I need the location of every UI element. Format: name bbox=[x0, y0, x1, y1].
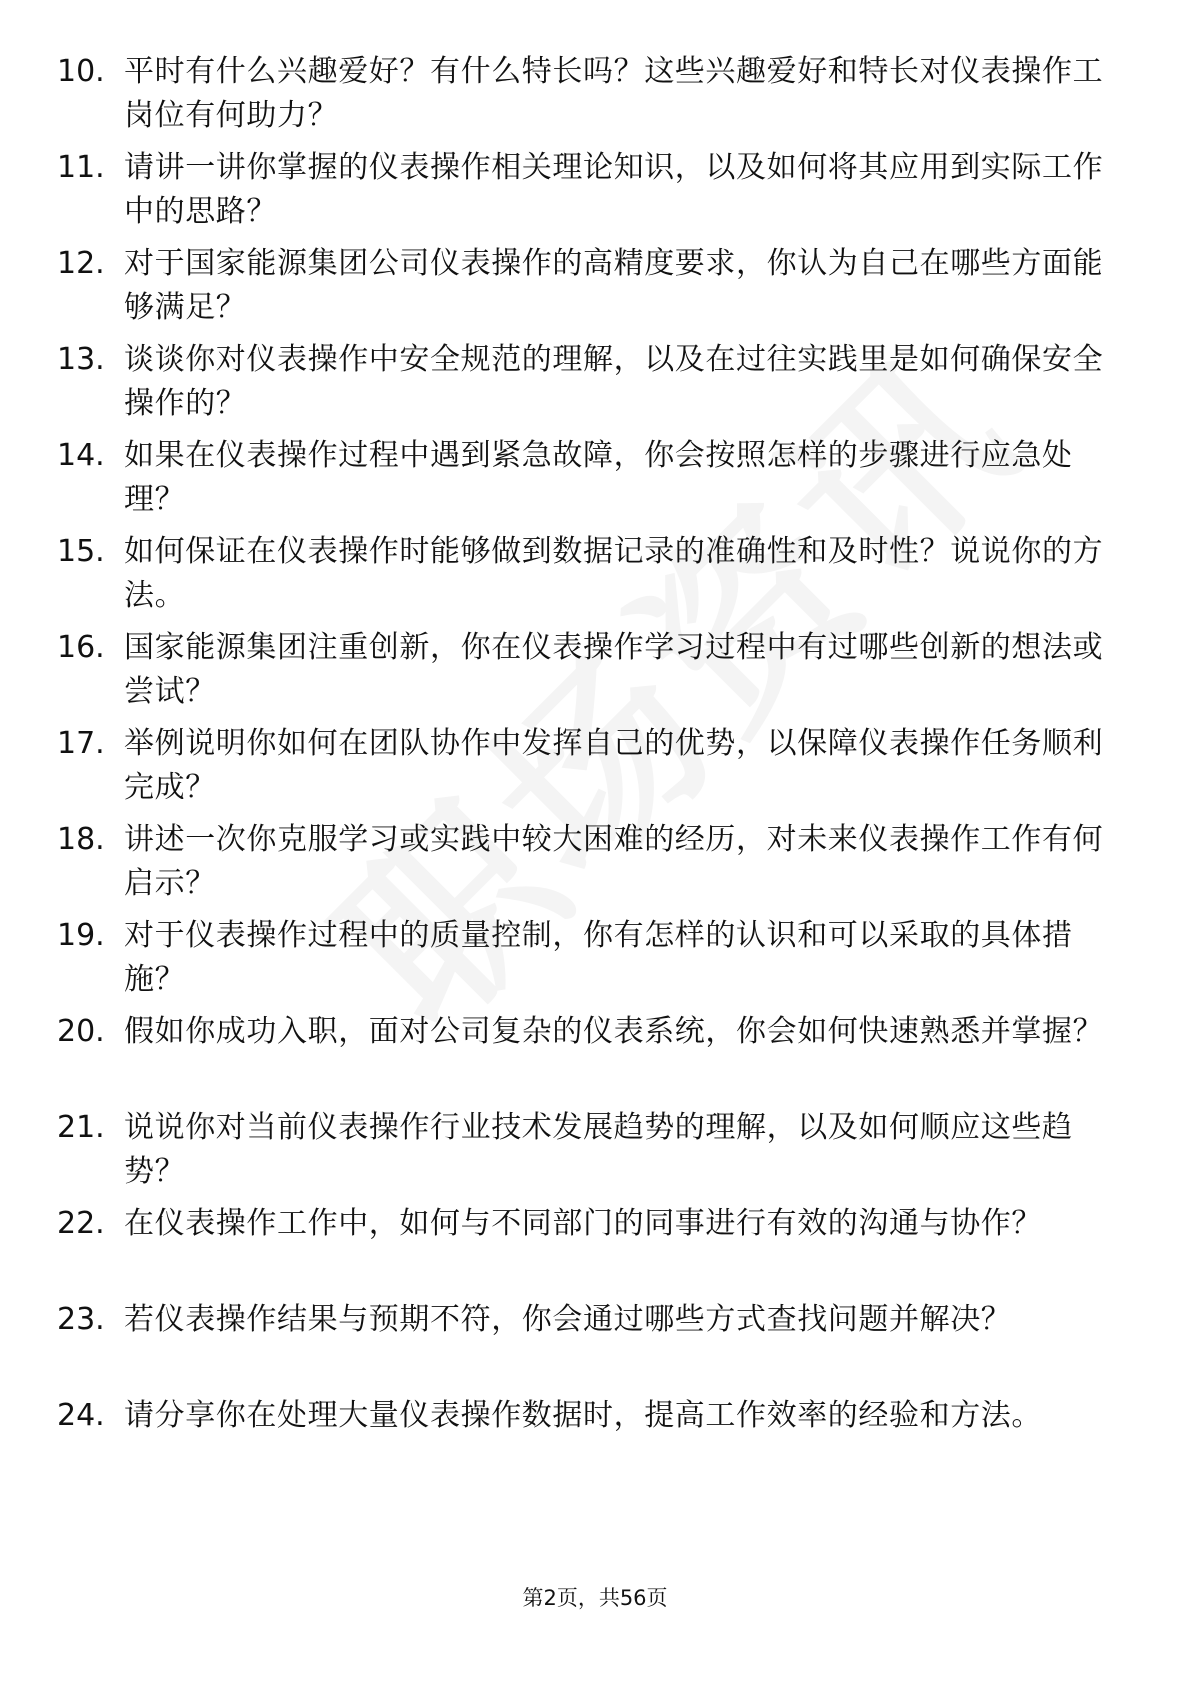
item-text: 请讲一讲你掌握的仪表操作相关理论知识，以及如何将其应用到实际工作中的思路？ bbox=[124, 150, 1104, 229]
item-number: 14. bbox=[57, 438, 105, 473]
item-number: 21. bbox=[57, 1110, 105, 1145]
item-text: 谈谈你对仪表操作中安全规范的理解，以及在过往实践里是如何确保安全操作的？ bbox=[124, 342, 1104, 421]
item-text: 请分享你在处理大量仪表操作数据时，提高工作效率的经验和方法。 bbox=[124, 1398, 1042, 1433]
item-number: 24. bbox=[57, 1398, 105, 1433]
list-item bbox=[0, 1202, 1190, 1298]
list-item bbox=[0, 818, 1190, 914]
item-text: 对于仪表操作过程中的质量控制，你有怎样的认识和可以采取的具体措施？ bbox=[124, 918, 1073, 997]
item-number: 18. bbox=[57, 822, 105, 857]
item-text: 举例说明你如何在团队协作中发挥自己的优势，以保障仪表操作任务顺利完成？ bbox=[124, 726, 1104, 805]
item-number: 22. bbox=[57, 1206, 105, 1241]
list-item bbox=[0, 1298, 1190, 1394]
list-item bbox=[0, 1394, 1190, 1490]
item-text: 平时有什么兴趣爱好？有什么特长吗？这些兴趣爱好和特长对仪表操作工岗位有何助力？ bbox=[124, 54, 1104, 133]
item-number: 15. bbox=[57, 534, 105, 569]
item-text: 如何保证在仪表操作时能够做到数据记录的准确性和及时性？说说你的方法。 bbox=[124, 534, 1104, 613]
item-number: 20. bbox=[57, 1014, 105, 1049]
item-text: 如果在仪表操作过程中遇到紧急故障，你会按照怎样的步骤进行应急处理？ bbox=[124, 438, 1073, 517]
item-number: 13. bbox=[57, 342, 105, 377]
page-number: 第2页，共56页 bbox=[522, 1586, 668, 1610]
item-text: 讲述一次你克服学习或实践中较大困难的经历，对未来仪表操作工作有何启示？ bbox=[124, 822, 1104, 901]
item-number: 17. bbox=[57, 726, 105, 761]
item-number: 12. bbox=[57, 246, 105, 281]
item-text: 对于国家能源集团公司仪表操作的高精度要求，你认为自己在哪些方面能够满足？ bbox=[124, 246, 1104, 325]
item-number: 16. bbox=[57, 630, 105, 665]
item-text: 在仪表操作工作中，如何与不同部门的同事进行有效的沟通与协作？ bbox=[124, 1206, 1042, 1241]
item-number: 19. bbox=[57, 918, 105, 953]
item-text: 若仪表操作结果与预期不符，你会通过哪些方式查找问题并解决？ bbox=[124, 1302, 1012, 1337]
list-item bbox=[0, 434, 1190, 530]
list-item bbox=[0, 914, 1190, 1010]
list-item bbox=[0, 530, 1190, 626]
list-item bbox=[0, 626, 1190, 722]
item-text: 假如你成功入职，面对公司复杂的仪表系统，你会如何快速熟悉并掌握？ bbox=[124, 1014, 1104, 1049]
list-item bbox=[0, 242, 1190, 338]
item-number: 11. bbox=[57, 150, 105, 185]
list-item bbox=[0, 338, 1190, 434]
list-item bbox=[0, 1106, 1190, 1202]
question-list bbox=[0, 50, 1190, 1490]
item-number: 10. bbox=[57, 54, 105, 89]
list-item bbox=[0, 146, 1190, 242]
item-number: 23. bbox=[57, 1302, 105, 1337]
item-text: 说说你对当前仪表操作行业技术发展趋势的理解，以及如何顺应这些趋势？ bbox=[124, 1110, 1073, 1189]
item-text: 国家能源集团注重创新，你在仪表操作学习过程中有过哪些创新的想法或尝试？ bbox=[124, 630, 1104, 709]
list-item bbox=[0, 50, 1190, 146]
list-item bbox=[0, 1010, 1190, 1106]
list-item bbox=[0, 722, 1190, 818]
